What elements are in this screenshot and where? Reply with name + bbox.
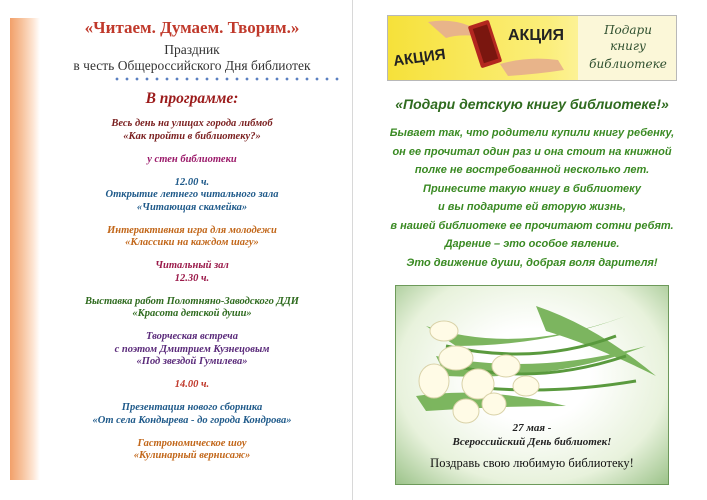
program-event-line: Читальный зал [155,260,229,271]
program-event [42,438,342,463]
banner-slogan-1: Подари [604,23,652,37]
program-event-line: Творческая встреча [146,331,238,342]
campaign-banner [387,15,677,81]
description-line: Принесите такую книгу в библиотеку [423,182,641,195]
program-event-line: «Под звездой Гумилева» [136,356,248,367]
gift-book-heading: «Подари детскую книгу библиотеке!» [395,96,669,112]
event-subtitle: Праздник в честь Общероссийского Дня библиотек [73,42,311,73]
decorative-gradient-stripe [10,18,40,480]
card-event: Всероссийский День библиотек! [452,436,612,448]
program-event [42,402,342,427]
gift-book-description [362,124,702,272]
program-heading: В программе: [145,90,239,107]
card-greeting: Поздравь свою любимую библиотеку! [430,456,634,470]
description-line: полке не востребованной несколько лет. [414,164,650,176]
event-title: «Читаем. Думаем. Творим.» [84,18,300,37]
description-line: Это движение души, добрая воля дарителя! [406,256,658,269]
description-line: и вы подарите ей вторую жизнь, [437,201,626,213]
program-event [42,118,342,143]
program-event [42,260,342,285]
program-event [42,225,342,250]
program-event [42,296,342,321]
tulip-greeting-card [395,285,669,485]
program-event-line: 12.00 ч. [174,176,210,188]
program-event-line: 12.30 ч. [174,272,210,284]
program-event-line: 14.00 ч. [174,379,210,390]
program-event-line: Весь день на улицах города либмоб [111,118,273,129]
banner-word-2: АКЦИЯ [508,27,565,44]
banner-word-1: АКЦИЯ [392,45,447,70]
program-event-line: Презентация нового сборника [121,402,263,413]
program-event-line: «Кулинарный вернисаж» [133,450,251,461]
description-line: Дарение – это особое явление. [444,238,620,250]
program-event-line: «Классики на каждом шагу» [125,237,259,248]
description-line: он ее прочитал один раз и она стоит на книжной [392,145,672,158]
card-date: 27 мая - [512,422,552,434]
program-event-line: «Читающая скамейка» [136,201,248,213]
program-event-line: «Красота детской души» [132,308,252,319]
program-event [42,331,342,369]
program-event-line: Выставка работ Полотняно-Заводского ДДИ [85,295,299,307]
program-event-line: Интерактивная игра для молодежи [107,224,277,236]
banner-slogan-2: книгу [610,39,646,53]
tulip-bouquet-illustration [396,286,668,484]
program-event-line: Открытие летнего читального зала [105,189,279,200]
program-event [42,154,342,167]
program-event-line: Гастрономическое шоу [137,437,247,449]
dotted-divider [112,76,342,82]
banner-slogan-3: библиотеке [589,57,667,71]
program-events-list [42,118,342,463]
program-event-line: у стен библиотеки [147,153,237,165]
program-event [42,177,342,215]
program-event-line: «Как пройти в библиотеку?» [123,130,261,142]
program-event [42,379,342,392]
description-line: Бывает так, что родители купили книгу ребенку, [389,127,675,139]
program-event-line: «От села Кондырева - до города Кондрова» [92,414,292,426]
left-page [0,0,353,500]
description-line: в нашей библиотеке ее прочитают сотни ребят. [390,219,674,232]
program-column [42,18,342,473]
banner-image [388,16,676,80]
program-event-line: с поэтом Дмитрием Кузнецовым [114,343,270,355]
